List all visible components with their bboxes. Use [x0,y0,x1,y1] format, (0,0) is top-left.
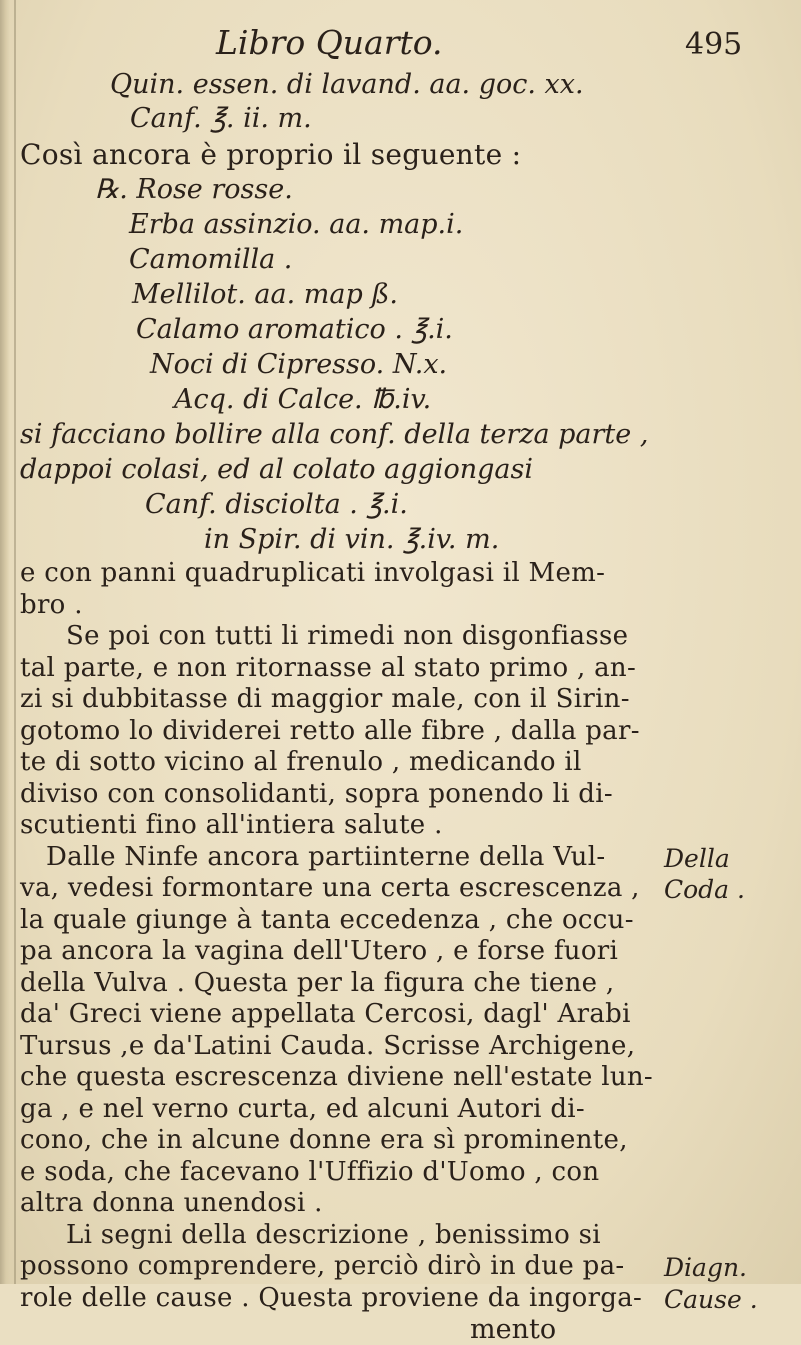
margin-note: Coda . [664,875,745,904]
text-line: scutienti fino all'intiera salute . [20,810,443,840]
text-line: Dalle Ninfe ancora partiinterne della Vul- [46,841,606,872]
text-line: e con panni quadruplicati involgasi il Mem- [20,558,606,588]
text-line: te di sotto vicino al frenulo , medicando il [20,747,582,777]
text-line: e soda, che facevano l'Uffizio d'Uomo , con [20,1156,600,1187]
text-line: cono, che in alcune donne era sì prominente, [20,1125,628,1155]
text-line: role delle cause . Questa proviene da ingorga- [20,1282,643,1313]
recipe-line: ℞. Rose rosse. [95,174,293,205]
text-line: altra donna unendosi . [20,1188,323,1218]
recipe-line: Camomilla . [129,244,293,275]
text-line: da' Greci viene appellata Cercosi, dagl' Arabi [20,999,631,1029]
recipe-line: Mellilot. aa. map ß. [132,279,398,310]
recipe-line: Noci di Cipresso. N.x. [150,349,448,380]
catchword: mento [470,1314,557,1345]
text-line: zi si dubbitasse di maggior male, con il Sirin- [20,684,630,714]
text-line: della Vulva . Questa per la figura che tiene , [20,967,615,998]
text-line: Tursus ,e da'Latini Cauda. Scrisse Archigene, [20,1030,636,1061]
gutter-line [14,0,16,1284]
text-line: che questa escrescenza diviene nell'estate lun- [20,1062,654,1092]
page-number: 495 [685,27,743,62]
recipe-line: in Spir. di vin. ℥.iv. m. [204,524,500,555]
text-line: Li segni della descrizione , benissimo si [66,1219,601,1250]
instruction-line: dappoi colasi, ed al colato aggiongasi [20,454,533,485]
recipe-line: Canf. ℥. ii. m. [130,103,312,134]
recipe-line: Erba assinzio. aa. map.i. [129,209,464,240]
text-line: Se poi con tutti li rimedi non disgonfiasse [66,621,629,651]
recipe-line: Canf. disciolta . ℥.i. [145,489,408,520]
text-line: diviso con consolidanti, sopra ponendo li di- [20,778,613,809]
margin-note: Cause . [664,1284,758,1314]
text-line: va, vedesi formontare una certa escrescenza , [20,873,640,903]
text-line: gotomo lo dividerei retto alle fibre , dalla par- [20,715,640,746]
text-line: possono comprendere, perciò dirò in due pa- [20,1251,625,1281]
recipe-line: Acq. di Calce. ℔.iv. [174,384,432,415]
text-line: tal parte, e non ritornasse al stato primo , an- [20,652,637,683]
margin-note: Della [664,843,730,873]
recipe-line: Calamo aromatico . ℥.i. [136,314,453,345]
text-line: la quale giunge à tanta eccedenza , che occu- [20,904,634,935]
intro-line: Così ancora è proprio il seguente : [20,138,522,171]
text-line: ga , e nel verno curta, ed alcuni Autori di- [20,1093,586,1124]
margin-note: Diagn. [664,1253,747,1282]
running-header: Libro Quarto. [216,23,443,62]
text-line: bro . [20,589,83,620]
instruction-line: si facciano bollire alla conf. della terza parte , [20,419,649,450]
recipe-line: Quin. essen. di lavand. aa. goc. xx. [110,69,584,100]
text-line: pa ancora la vagina dell'Utero , e forse fuori [20,936,619,966]
page-gutter [0,0,10,1284]
